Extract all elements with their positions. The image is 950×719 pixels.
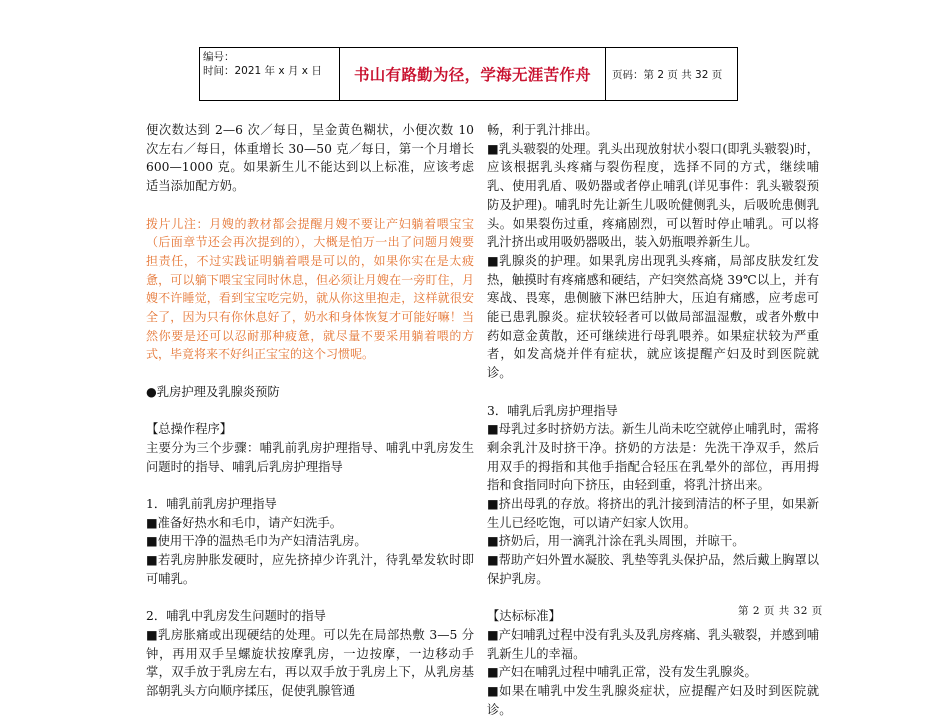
subheading: 3．哺乳后乳房护理指导 [487, 403, 618, 418]
header-table [199, 47, 738, 101]
left-column [146, 121, 474, 701]
subheading: 2．哺乳中乳房发生问题时的指导 [146, 609, 326, 624]
list-item: ■挤奶后，用一滴乳汁涂在乳头周围，并晾干。 [487, 534, 745, 549]
list-item: ■准备好热水和毛巾，请产妇洗手。 [146, 515, 343, 530]
list-item: ■乳腺炎的护理。如果乳房出现乳头疼痛，局部皮肤发红发热，触摸时有疼痛感和硬结，产妇突然高烧 39℃以上，并有寒战、畏寒，患侧腋下淋巴结肿大，压迫有痛感，应考虑可能已患乳腺炎。症状较轻者可以做局部温湿敷，或者外敷中药如意金黄散，还可继续进行母乳喂养。如果症状较为严重者，如发高烧并伴有症状，就应该提醒产妇及时到医院就诊。 [487, 253, 819, 381]
list-item: ■如果在哺乳中发生乳腺炎症状，应提醒产妇及时到医院就诊。 [487, 684, 819, 717]
subheading: 1．哺乳前乳房护理指导 [146, 497, 277, 511]
code-label: 编号： [203, 51, 235, 63]
list-item: ■使用干净的温热毛巾为产妇清洁乳房。 [146, 534, 367, 549]
section-heading: 【达标标准】 [487, 609, 561, 624]
page-footer: 第 2 页 共 32 页 [738, 605, 823, 617]
motto-cell [340, 48, 606, 100]
section-heading: ●乳房护理及乳腺炎预防 [146, 384, 280, 399]
list-item: ■若乳房肿胀发硬时，应先挤掉少许乳汁，待乳晕发软时即可哺乳。 [146, 553, 474, 586]
page-code-cell [606, 48, 737, 100]
paragraph: 畅，利于乳汁排出。 [487, 123, 598, 137]
list-item: ■产妇在哺乳过程中哺乳正常，没有发生乳腺炎。 [487, 665, 757, 680]
paragraph: 主要分为三个步骤：哺乳前乳房护理指导、哺乳中乳房发生问题时的指导、哺乳后乳房护理指导 [146, 440, 474, 474]
list-item: ■产妇哺乳过程中没有乳头及乳房疼痛、乳头皲裂，并感到哺乳新生儿的幸福。 [487, 627, 819, 661]
section-heading: 【总操作程序】 [146, 422, 233, 437]
page-code: 页码：第 2 页 共 32 页 [612, 68, 723, 81]
time-line: 时间：2021 年 x 月 x 日 [203, 65, 322, 77]
list-item: ■帮助产妇外置水凝胶、乳垫等乳头保护品，然后戴上胸罩以保护乳房。 [487, 553, 819, 586]
motto-text: 书山有路勤为径，学海无涯苦作舟 [353, 66, 591, 84]
list-item: ■乳房胀痛或出现硬结的处理。可以先在局部热敷 3—5 分钟，再用双手呈螺旋状按摩乳房，一边按摩，一边移动手掌，双手放于乳房左右，再以双手放于乳房上下，从乳房基部朝乳头方向顺序揉压，促使乳腺管通 [146, 627, 474, 699]
note-paragraph: 拨片儿注：月嫂的教材都会提醒月嫂不要让产妇躺着喂宝宝（后面章节还会再次提到的），大概是怕万一出了问题月嫂要担责任，不过实践证明躺着喂是可以的，如果你实在是太疲惫，可以躺下喂宝宝同时休息，但必须让月嫂在一旁盯住，月嫂不许睡觉，看到宝宝吃完奶，就从你这里抱走，这样就很安全了，因为只有你休息好了，奶水和身体恢复才可能好嘛！当然你要是还可以忍耐那种疲惫，就尽量不要采用躺着喂的方式，毕竟将来不好纠正宝宝的这个习惯呢。 [146, 216, 474, 362]
paragraph: 便次数达到 2—6 次／每日，呈金黄色糊状，小便次数 10 次左右／每日，体重增长 30—50 克／每日，第一个月增长 600—1000 克。如果新生儿不能达到以上标准，应该考虑适当添加配方奶。 [146, 123, 474, 194]
right-column [487, 121, 819, 719]
list-item: ■挤出母乳的存放。将挤出的乳汁接到清洁的杯子里，如果新生儿已经吃饱，可以请产妇家人饮用。 [487, 497, 819, 530]
header-info-cell [200, 48, 340, 100]
list-item: ■母乳过多时挤奶方法。新生儿尚未吃空就停止哺乳时，需将剩余乳汁及时挤干净。挤奶的方法是：先洗干净双手，然后用双手的拇指和其他手指配合轻压在乳晕外的部位，再用拇指和食指同时向下挤压，由轻到重，将乳汁挤出来。 [487, 422, 819, 493]
list-item: ■乳头皲裂的处理。乳头出现放射状小裂口(即乳头皲裂)时，应该根据乳头疼痛与裂伤程度，选择不同的方式，继续哺乳、使用乳盾、吸奶器或者停止哺乳(详见事件：乳头皲裂预防及护理)。哺乳时先让新生儿吸吮健侧乳头，后吸吮患侧乳头。如果裂伤过重，疼痛剧烈，可以暂时停止哺乳。可以将乳汁挤出或用吸奶器吸出，装入奶瓶喂养新生儿。 [487, 141, 819, 250]
